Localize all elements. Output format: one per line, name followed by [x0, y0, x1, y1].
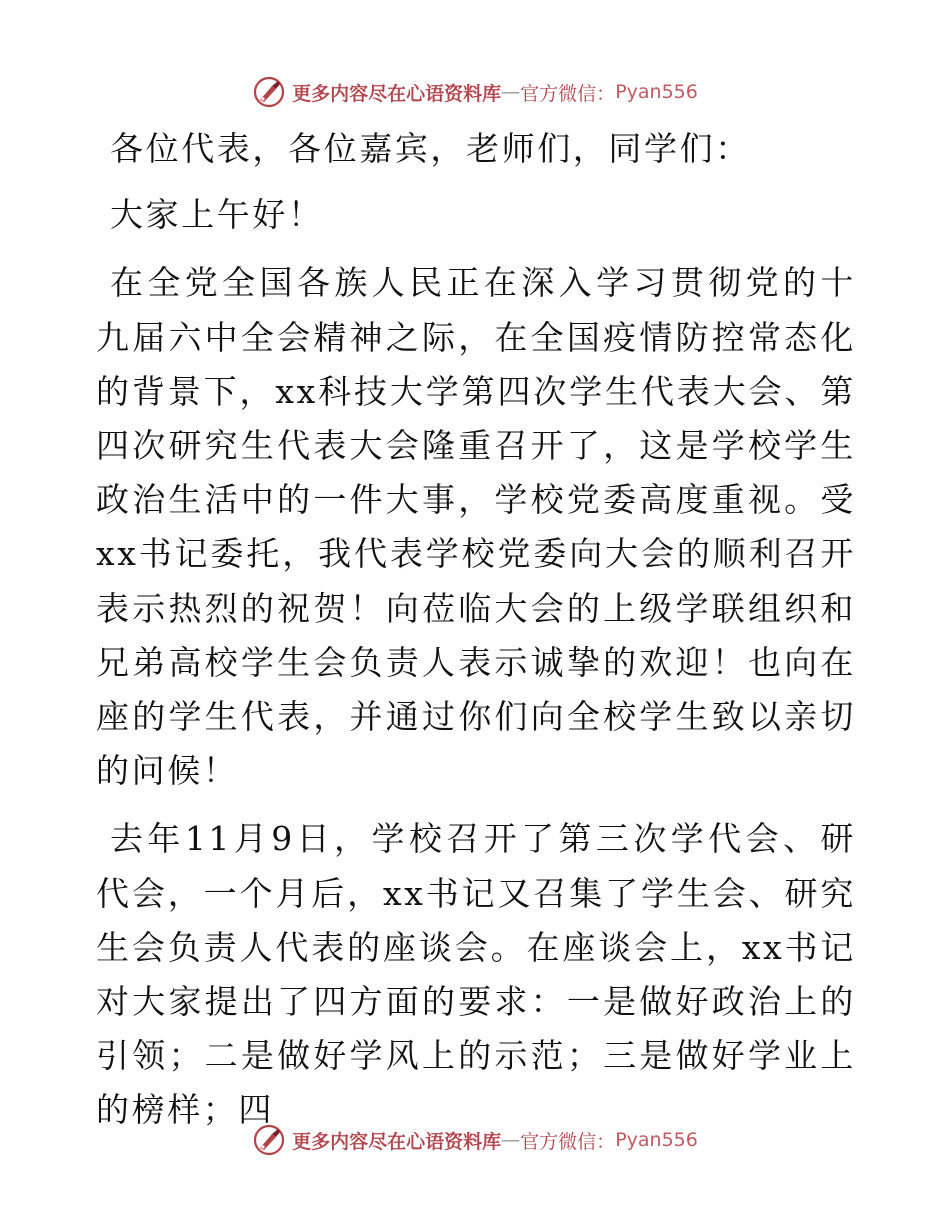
watermark-title: 更多内容尽在心语资料库 [292, 1130, 502, 1153]
watermark-dash: — [501, 81, 521, 103]
salutation: 各位代表，各位嘉宾，老师们，同学们： [110, 129, 751, 168]
greeting: 大家上午好！ [110, 195, 324, 235]
header-watermark [0, 72, 950, 112]
footer-watermark [0, 1120, 950, 1160]
body-paragraph: 在全党全国各族人民正在深入学习贯彻党的十九届六中全会精神之际，在全国疫情防控常态化的背景下，xx科技大学第四次学生代表大会、第四次研究生代表大会隆重召开了，这是学校学生政治生活中的一件大事，学校党委高度重视。受xx书记委托，我代表学校党委向大会的顺利召开表示热烈的祝贺！向莅临大会的上级学联组织和兄弟高校学生会负责人表示诚挚的欢迎！也向在座的学生代表，并通过你们向全校学生致以亲切的问候！ [96, 263, 856, 791]
pen-nib-logo-icon [252, 75, 286, 109]
watermark-subtitle: 官方微信： [520, 82, 616, 105]
pen-nib-logo-icon [252, 1123, 286, 1157]
watermark-dash: — [501, 1129, 521, 1151]
document-body [96, 122, 856, 1152]
watermark-account: Pyan556 [615, 1129, 698, 1151]
watermark-title: 更多内容尽在心语资料库 [292, 82, 502, 105]
body-paragraph: 去年11月9日，学校召开了第三次学代会、研代会，一个月后，xx书记又召集了学生会、研究生会负责人代表的座谈会。在座谈会上，xx书记对大家提出了四方面的要求：一是做好政治上的引领；二是做好学风上的示范；三是做好学业上的榜样；四 [96, 819, 856, 1130]
watermark-account: Pyan556 [615, 81, 698, 103]
watermark-subtitle: 官方微信： [520, 1130, 616, 1153]
